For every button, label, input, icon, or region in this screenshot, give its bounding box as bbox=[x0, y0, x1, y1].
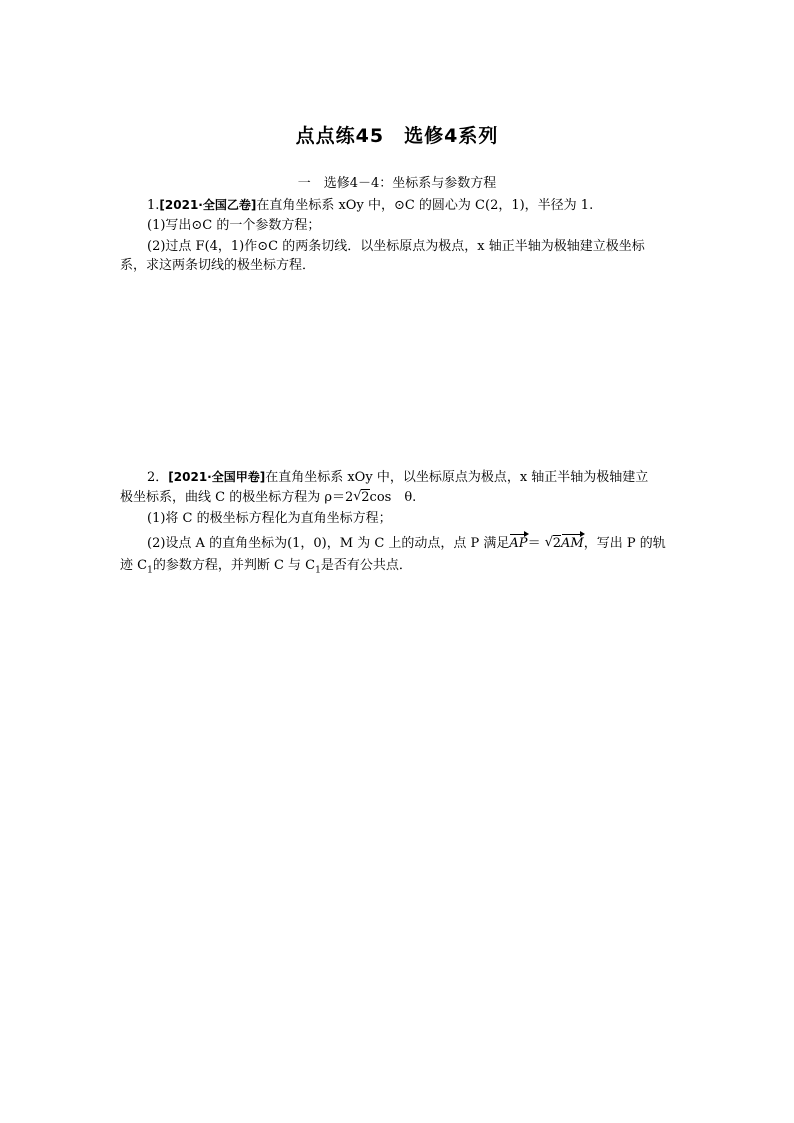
problem-1-part-2-line-1: (2)过点 F(4，1)作⊙C 的两条切线．以坐标原点为极点，x 轴正半轴为极轴建立极坐标 bbox=[147, 239, 645, 254]
problem-2-part-1: (1)将 C 的极坐标方程化为直角坐标方程； bbox=[147, 511, 392, 526]
problem-2-part-2-text-d: 的参数方程，并判断 C 与 C bbox=[152, 558, 316, 573]
subscript-1-second: 1 bbox=[315, 565, 321, 576]
subscript-1: 1 bbox=[147, 565, 153, 576]
problem-2-stem-line-2 bbox=[120, 489, 416, 507]
problem-2-part-2-line-2 bbox=[120, 557, 412, 580]
problem-2-stem-line-1 bbox=[147, 468, 648, 487]
section-heading: 一 选修4－4：坐标系与参数方程 bbox=[297, 176, 497, 191]
page-title: 点点练45 选修4系列 bbox=[295, 125, 499, 147]
problem-2-part-2-line-1 bbox=[147, 535, 666, 553]
problem-2-part-2-text-c: 迹 C bbox=[120, 558, 148, 573]
problem-2-statement-part-2: 极坐标系，曲线 C 的极坐标方程为 ρ＝2 bbox=[120, 490, 354, 505]
problem-1-number: 1. bbox=[147, 198, 160, 213]
problem-1-statement: 在直角坐标系 xOy 中，⊙C 的圆心为 C(2，1)，半径为 1. bbox=[256, 198, 594, 213]
problem-2-part-2-text-b: ，写出 P 的轨 bbox=[583, 536, 666, 551]
equals-sign: ＝ bbox=[527, 536, 541, 551]
problem-1-part-2-line-2: 系，求这两条切线的极坐标方程． bbox=[120, 258, 316, 273]
sqrt-radicand-2: 2 bbox=[552, 536, 561, 551]
problem-2-source: [2021·全国甲卷] bbox=[168, 470, 266, 484]
problem-2-number: 2． bbox=[147, 470, 169, 485]
sqrt-symbol bbox=[353, 489, 369, 507]
problem-2-statement-part-1: 在直角坐标系 xOy 中，以坐标原点为极点，x 轴正半轴为极轴建立 bbox=[265, 470, 649, 485]
problem-1-source: [2021·全国乙卷] bbox=[159, 198, 257, 212]
problem-2-part-2-text-a: (2)设点 A 的直角坐标为(1，0)，M 为 C 上的动点，点 P 满足 bbox=[147, 536, 510, 551]
problem-2-statement-part-3: cos θ. bbox=[369, 490, 417, 505]
sqrt-symbol-2 bbox=[545, 535, 561, 553]
vector-ap: AP bbox=[509, 536, 528, 551]
problem-1-part-1: (1)写出⊙C 的一个参数方程； bbox=[147, 218, 321, 233]
problem-1-stem bbox=[147, 196, 593, 215]
problem-2-part-2-text-e: 是否有公共点． bbox=[320, 558, 412, 573]
sqrt-radicand: 2 bbox=[361, 490, 370, 505]
vector-am: AM bbox=[561, 536, 584, 551]
